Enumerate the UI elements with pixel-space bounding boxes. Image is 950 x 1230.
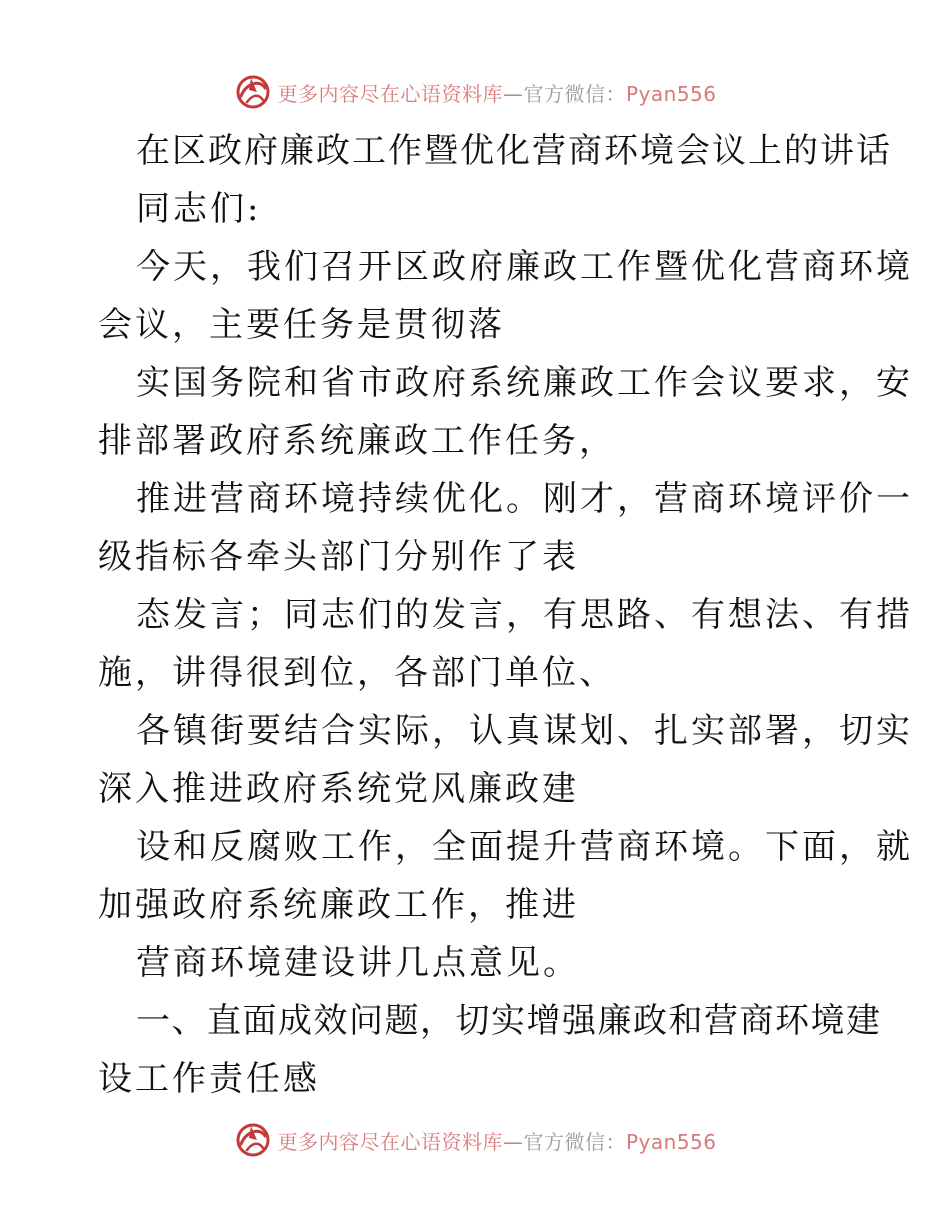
paragraph-line: 施，讲得很到位，各部门单位、 — [98, 653, 616, 693]
footer-watermark — [0, 1118, 950, 1162]
paragraph-line: 实国务院和省市政府系统廉政工作会议要求，安 — [136, 363, 913, 403]
red-swirl-logo-icon — [233, 1120, 273, 1160]
watermark-separator: — — [502, 81, 524, 106]
watermark-brand: 更多内容尽在心语资料库 — [277, 81, 503, 106]
paragraph-line: 营商环境建设讲几点意见。 — [136, 943, 580, 983]
document-title: 在区政府廉政工作暨优化营商环境会议上的讲话 — [136, 131, 892, 171]
paragraph-line: 各镇街要结合实际，认真谋划、扎实部署，切实 — [136, 711, 913, 751]
salutation: 同志们: — [136, 189, 262, 229]
paragraph-line: 加强政府系统廉政工作，推进 — [98, 885, 579, 925]
paragraph-line: 设和反腐败工作，全面提升营商环境。下面，就 — [136, 827, 913, 867]
watermark-text — [277, 78, 716, 107]
paragraph-line: 推进营商环境持续优化。刚才，营商环境评价一 — [136, 479, 913, 519]
watermark-brand: 更多内容尽在心语资料库 — [277, 1129, 503, 1154]
watermark-wechat-id: Pyan556 — [625, 81, 717, 106]
watermark-wechat-label: 官方微信： — [523, 1129, 626, 1154]
watermark-wechat-id: Pyan556 — [625, 1129, 717, 1154]
paragraph-line: 态发言；同志们的发言，有思路、有想法、有措 — [136, 595, 913, 635]
paragraph-line: 会议，主要任务是贯彻落 — [98, 305, 505, 345]
section-heading: 一、直面成效问题，切实增强廉政和营商环境建 — [136, 1001, 882, 1041]
watermark-text — [277, 1126, 716, 1155]
watermark-separator: — — [502, 1129, 524, 1154]
paragraph-line: 排部署政府系统廉政工作任务， — [98, 421, 616, 461]
red-swirl-logo-icon — [233, 72, 273, 112]
header-watermark — [0, 70, 950, 114]
paragraph-line: 级指标各牵头部门分别作了表 — [98, 537, 579, 577]
paragraph-line: 深入推进政府系统党风廉政建 — [98, 769, 579, 809]
section-heading-continuation: 设工作责任感 — [98, 1059, 320, 1099]
paragraph-line: 今天，我们召开区政府廉政工作暨优化营商环境 — [136, 247, 913, 287]
watermark-wechat-label: 官方微信： — [523, 81, 626, 106]
document-body — [98, 122, 913, 1108]
